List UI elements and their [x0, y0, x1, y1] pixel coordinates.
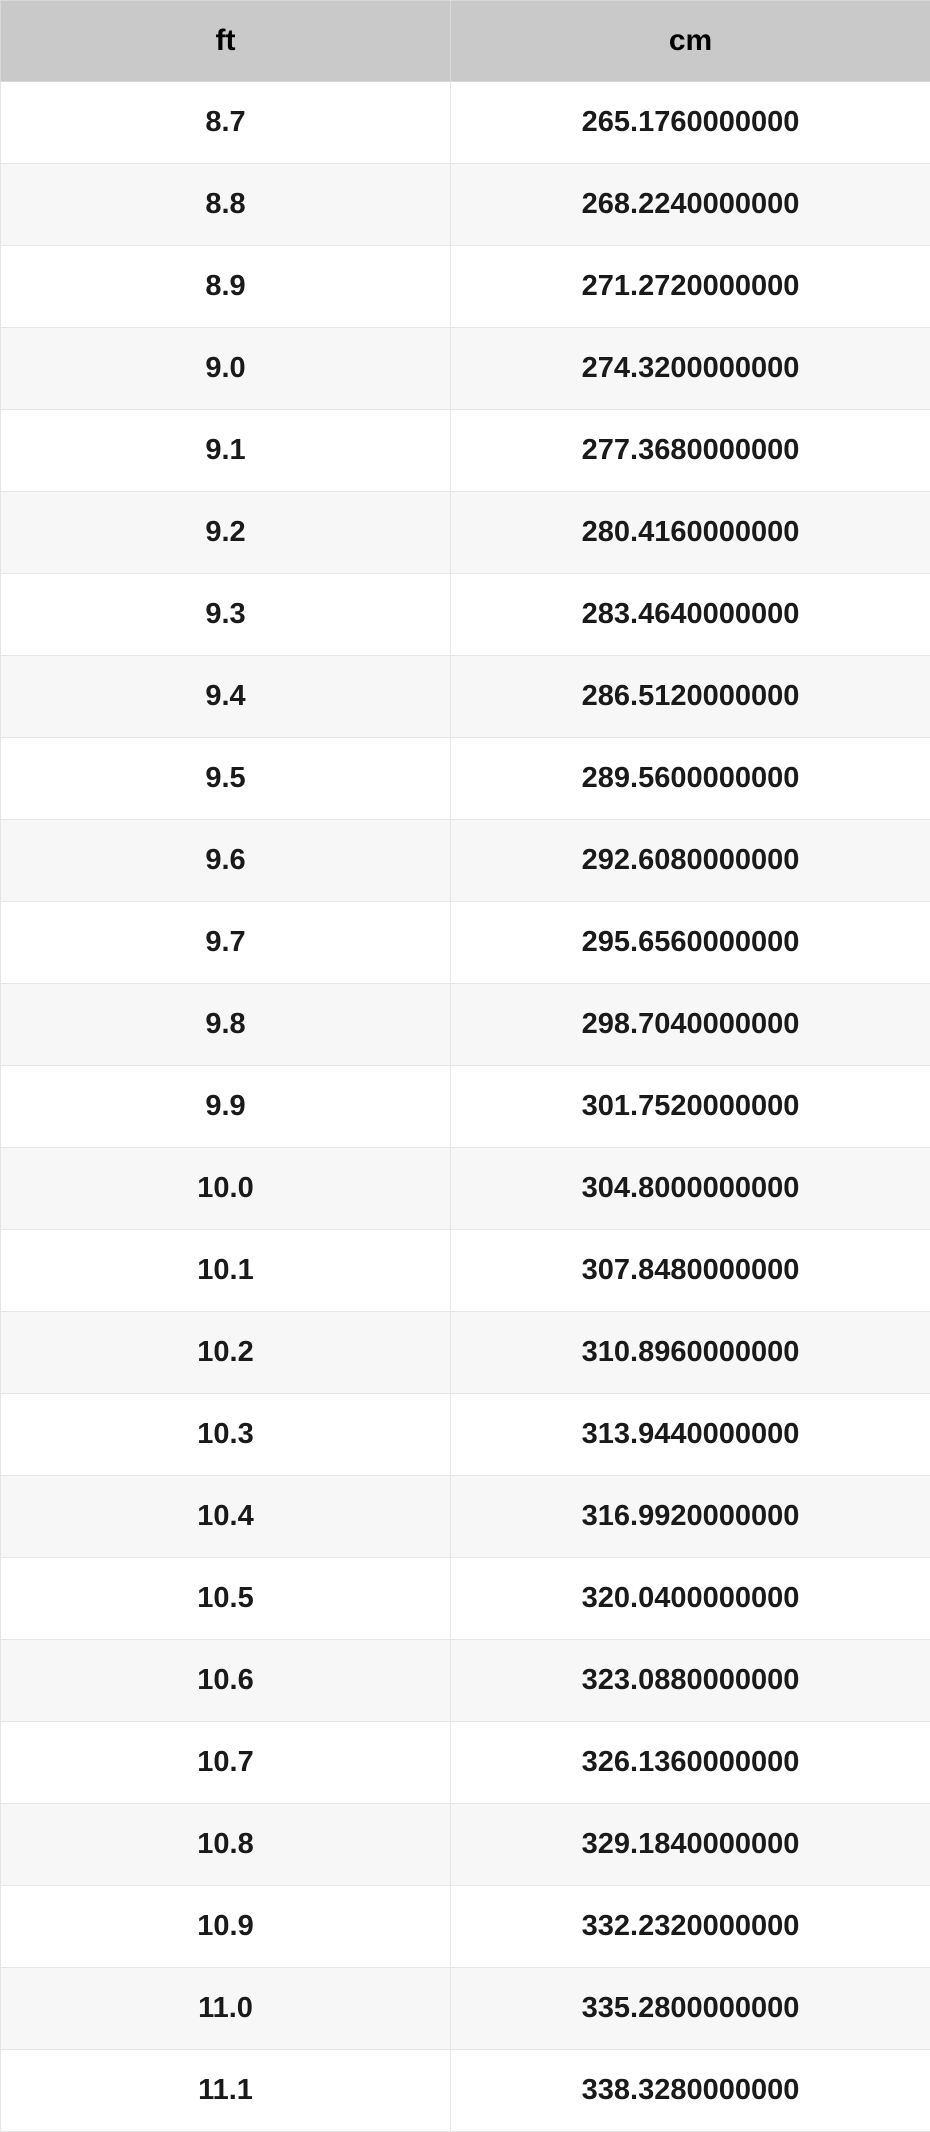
cell-ft: 10.3 — [1, 1394, 451, 1476]
table-row — [1, 1312, 930, 1394]
table-row — [1, 1640, 930, 1722]
table-row — [1, 246, 930, 328]
cell-ft: 8.7 — [1, 82, 451, 164]
table-row — [1, 1230, 930, 1312]
table-row — [1, 820, 930, 902]
table-body — [1, 82, 930, 2132]
cell-cm: 307.8480000000 — [451, 1230, 930, 1312]
cell-cm: 335.2800000000 — [451, 1968, 930, 2050]
table-row — [1, 2050, 930, 2132]
table-row — [1, 1394, 930, 1476]
cell-ft: 10.9 — [1, 1886, 451, 1968]
cell-cm: 329.1840000000 — [451, 1804, 930, 1886]
table-row — [1, 738, 930, 820]
cell-ft: 10.6 — [1, 1640, 451, 1722]
table-row — [1, 574, 930, 656]
table-row — [1, 1476, 930, 1558]
table-row — [1, 1148, 930, 1230]
cell-cm: 295.6560000000 — [451, 902, 930, 984]
table-row — [1, 1558, 930, 1640]
cell-ft: 11.0 — [1, 1968, 451, 2050]
cell-cm: 326.1360000000 — [451, 1722, 930, 1804]
table-row — [1, 1968, 930, 2050]
table-row — [1, 1886, 930, 1968]
cell-cm: 283.4640000000 — [451, 574, 930, 656]
cell-cm: 280.4160000000 — [451, 492, 930, 574]
cell-ft: 10.7 — [1, 1722, 451, 1804]
cell-ft: 9.7 — [1, 902, 451, 984]
cell-ft: 9.8 — [1, 984, 451, 1066]
cell-cm: 313.9440000000 — [451, 1394, 930, 1476]
table-row — [1, 984, 930, 1066]
cell-cm: 289.5600000000 — [451, 738, 930, 820]
cell-ft: 10.2 — [1, 1312, 451, 1394]
cell-ft: 9.4 — [1, 656, 451, 738]
table-row — [1, 82, 930, 164]
cell-ft: 10.1 — [1, 1230, 451, 1312]
table-row — [1, 1804, 930, 1886]
cell-ft: 10.0 — [1, 1148, 451, 1230]
cell-ft: 10.5 — [1, 1558, 451, 1640]
cell-ft: 10.4 — [1, 1476, 451, 1558]
table-row — [1, 410, 930, 492]
cell-ft: 9.5 — [1, 738, 451, 820]
table-header — [1, 1, 930, 82]
cell-cm: 316.9920000000 — [451, 1476, 930, 1558]
cell-ft: 8.8 — [1, 164, 451, 246]
cell-cm: 298.7040000000 — [451, 984, 930, 1066]
table-row — [1, 1722, 930, 1804]
cell-cm: 304.8000000000 — [451, 1148, 930, 1230]
cell-cm: 286.5120000000 — [451, 656, 930, 738]
table-row — [1, 492, 930, 574]
table-row — [1, 1066, 930, 1148]
cell-cm: 265.1760000000 — [451, 82, 930, 164]
cell-cm: 292.6080000000 — [451, 820, 930, 902]
table-row — [1, 328, 930, 410]
table-row — [1, 902, 930, 984]
cell-cm: 332.2320000000 — [451, 1886, 930, 1968]
cell-cm: 338.3280000000 — [451, 2050, 930, 2132]
column-header-ft: ft — [1, 1, 451, 82]
cell-ft: 9.1 — [1, 410, 451, 492]
cell-cm: 310.8960000000 — [451, 1312, 930, 1394]
cell-cm: 268.2240000000 — [451, 164, 930, 246]
cell-ft: 10.8 — [1, 1804, 451, 1886]
cell-cm: 323.0880000000 — [451, 1640, 930, 1722]
table-row — [1, 164, 930, 246]
cell-cm: 301.7520000000 — [451, 1066, 930, 1148]
cell-ft: 9.3 — [1, 574, 451, 656]
cell-ft: 9.9 — [1, 1066, 451, 1148]
cell-ft: 9.0 — [1, 328, 451, 410]
cell-ft: 11.1 — [1, 2050, 451, 2132]
cell-ft: 9.6 — [1, 820, 451, 902]
column-header-cm: cm — [451, 1, 930, 82]
cell-cm: 271.2720000000 — [451, 246, 930, 328]
table-row — [1, 656, 930, 738]
cell-ft: 9.2 — [1, 492, 451, 574]
cell-cm: 274.3200000000 — [451, 328, 930, 410]
cell-cm: 277.3680000000 — [451, 410, 930, 492]
cell-cm: 320.0400000000 — [451, 1558, 930, 1640]
table-header-row — [1, 1, 930, 82]
cell-ft: 8.9 — [1, 246, 451, 328]
